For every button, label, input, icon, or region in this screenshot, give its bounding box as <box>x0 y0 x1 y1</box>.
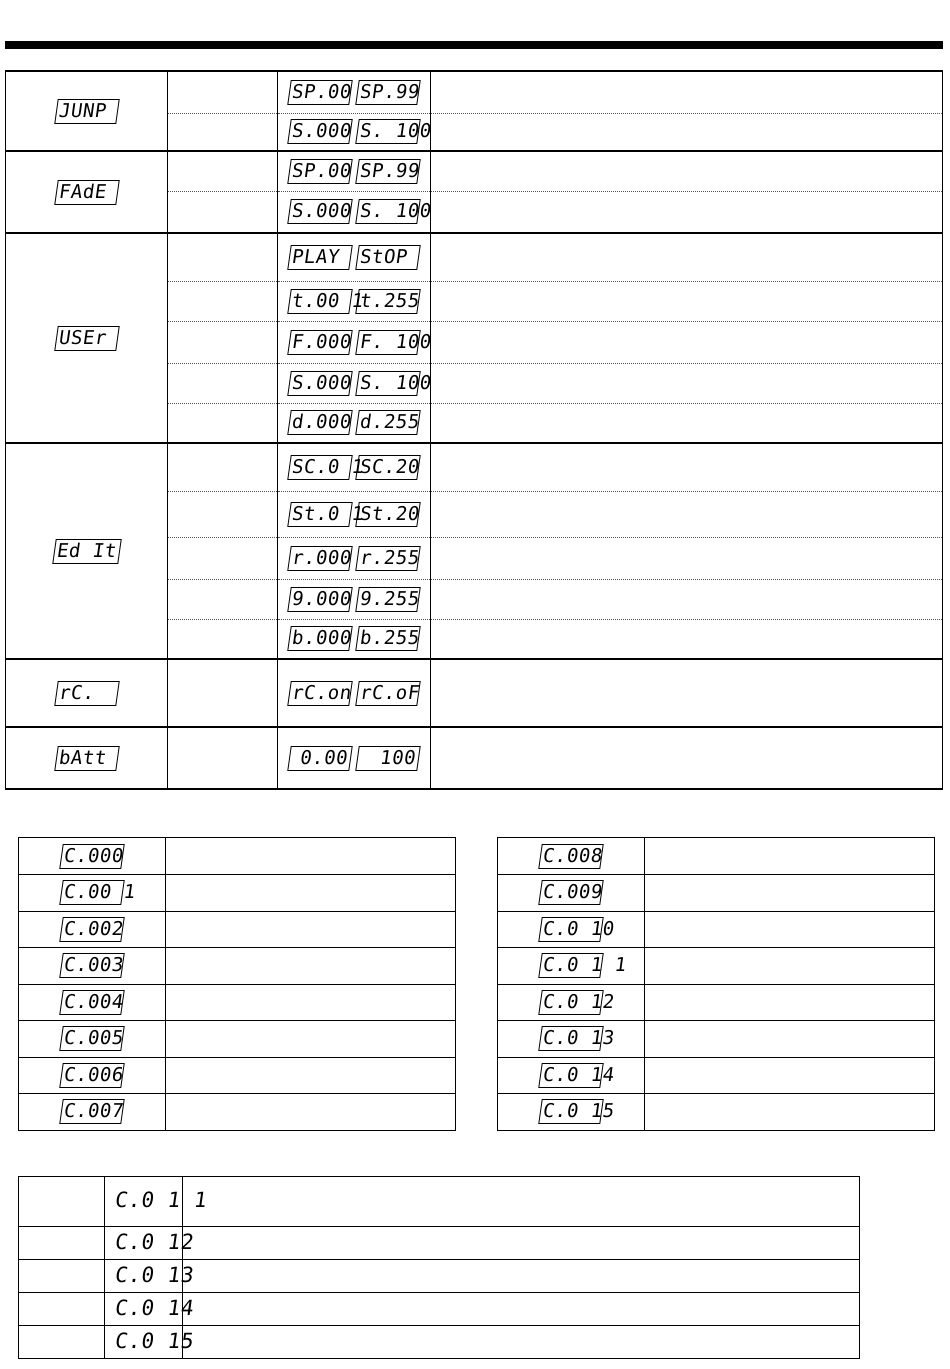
channel-code-cell <box>498 875 645 912</box>
range-from-display: b.000 <box>287 626 353 651</box>
mode-cell <box>6 151 168 233</box>
channel-row <box>498 1057 935 1094</box>
range-from-display: r.000 <box>287 546 353 571</box>
range-from-display: St.0 1 <box>287 502 353 527</box>
channel-detail-row <box>19 1177 860 1227</box>
channel-code-cell <box>498 911 645 948</box>
channel-detail-label-cell <box>19 1293 105 1326</box>
range-cell <box>278 619 431 659</box>
description-cell <box>431 281 943 321</box>
function-cell <box>168 727 278 789</box>
channel-description-cell <box>645 1094 935 1131</box>
range-from-display: d.000 <box>287 410 353 435</box>
mode-cell <box>6 659 168 727</box>
range-cell <box>278 363 434 403</box>
channel-detail-display: C.0 15 <box>113 1328 196 1353</box>
description-cell <box>431 619 943 659</box>
channel-row <box>19 1057 456 1094</box>
range-cell <box>278 491 431 537</box>
range-cell <box>278 579 431 619</box>
range-to-display: rC.oF <box>355 681 421 706</box>
range-from-display: PLAY <box>287 245 353 270</box>
channel-detail-label-cell <box>19 1260 105 1293</box>
channel-code-cell <box>498 1057 645 1094</box>
channel-detail-label-cell <box>19 1326 105 1359</box>
channel-code-cell <box>19 948 166 985</box>
channel-detail-row <box>19 1260 860 1293</box>
mode-table-row <box>6 151 943 191</box>
channel-detail-description-cell <box>183 1326 860 1359</box>
description-cell <box>431 537 943 579</box>
channel-detail-code-cell <box>105 1326 196 1359</box>
range-from-display: S.000 <box>287 371 353 396</box>
channel-description-cell <box>645 1057 935 1094</box>
channel-display: C.004 <box>59 990 125 1015</box>
description-cell <box>431 113 943 151</box>
channel-code-cell <box>19 1021 166 1058</box>
description-cell <box>431 579 943 619</box>
channel-row <box>498 948 935 985</box>
function-cell <box>168 659 278 727</box>
channel-row <box>19 948 456 985</box>
channel-description-cell <box>645 948 935 985</box>
description-cell <box>431 321 943 363</box>
channel-display: C.0 1 1 <box>538 953 604 978</box>
description-cell <box>431 191 943 233</box>
channel-description-cell <box>166 1021 456 1058</box>
mode-table-row <box>6 443 943 491</box>
channel-code-cell <box>498 948 645 985</box>
mode-cell <box>6 71 168 151</box>
channel-row <box>498 1021 935 1058</box>
channel-description-cell <box>166 838 456 875</box>
range-cell <box>278 727 431 789</box>
channel-display: C.0 12 <box>538 990 604 1015</box>
channel-detail-row <box>19 1293 860 1326</box>
mode-display: bAtt <box>54 746 120 771</box>
channel-row <box>19 1094 456 1131</box>
channel-description-cell <box>166 948 456 985</box>
range-to-display: StOP <box>355 245 421 270</box>
channel-detail-label-cell <box>19 1227 105 1260</box>
range-to-display: b.255 <box>355 626 421 651</box>
mode-table-row <box>6 659 943 727</box>
mode-display: FAdE <box>54 180 120 205</box>
channel-code-cell <box>498 1021 645 1058</box>
range-to-display: F. 100 <box>355 330 421 355</box>
channel-display: C.000 <box>59 844 125 869</box>
channel-detail-description-cell <box>183 1260 860 1293</box>
description-cell <box>431 659 943 727</box>
function-cell <box>168 233 278 281</box>
description-cell <box>431 151 943 191</box>
function-cell <box>168 619 278 659</box>
range-to-display: SP.99 <box>355 159 421 184</box>
channel-display: C.008 <box>538 844 604 869</box>
mode-cell <box>6 727 168 789</box>
description-cell <box>431 71 943 113</box>
top-rule <box>5 41 943 49</box>
channel-table-left <box>18 837 456 1131</box>
channel-detail-code-cell <box>105 1293 196 1326</box>
range-to-display: SC.20 <box>355 455 421 480</box>
channel-row <box>498 875 935 912</box>
mode-cell <box>6 443 168 659</box>
channel-detail-label-cell <box>19 1177 105 1227</box>
channel-code-cell <box>498 1094 645 1131</box>
description-cell <box>431 443 943 491</box>
function-cell <box>168 321 278 363</box>
channel-code-cell <box>19 1094 166 1131</box>
range-from-display: S.000 <box>287 119 353 144</box>
range-from-display: S.000 <box>287 199 353 224</box>
channel-row <box>498 984 935 1021</box>
range-cell <box>278 403 431 443</box>
mode-display: JUNP <box>54 99 120 124</box>
channel-display: C.00 1 <box>59 880 125 905</box>
channel-row <box>498 911 935 948</box>
channel-detail-description-cell <box>183 1293 860 1326</box>
mode-table-row <box>6 727 943 789</box>
channel-description-cell <box>645 838 935 875</box>
description-cell <box>431 727 943 789</box>
channel-display: C.005 <box>59 1026 125 1051</box>
range-to-display: S. 100 <box>355 199 421 224</box>
channel-code-cell <box>498 838 645 875</box>
description-cell <box>431 491 943 537</box>
channel-detail-row <box>19 1227 860 1260</box>
channel-description-cell <box>166 1094 456 1131</box>
range-cell <box>278 281 431 321</box>
mode-display: rC. <box>54 681 120 706</box>
channel-detail-description-cell <box>183 1177 860 1227</box>
range-from-display: 0.00 <box>287 746 353 771</box>
range-from-display: 9.000 <box>287 587 353 612</box>
mode-display: USEr <box>54 326 120 351</box>
channel-code-cell <box>19 875 166 912</box>
channel-code-cell <box>19 1057 166 1094</box>
range-from-display: SP.00 <box>287 159 353 184</box>
function-cell <box>168 403 278 443</box>
channel-table-right <box>497 837 935 1131</box>
function-cell <box>168 579 278 619</box>
channel-description-cell <box>166 1057 456 1094</box>
channel-description-cell <box>645 1021 935 1058</box>
channel-code-cell <box>19 838 166 875</box>
channel-detail-row <box>19 1326 860 1359</box>
range-cell <box>278 71 431 113</box>
channel-row <box>498 838 935 875</box>
range-to-display: St.20 <box>355 502 421 527</box>
channel-detail-description-cell <box>183 1227 860 1260</box>
channel-display: C.007 <box>59 1099 125 1124</box>
channel-display: C.006 <box>59 1063 125 1088</box>
function-cell <box>168 443 278 491</box>
channel-display: C.0 13 <box>538 1026 604 1051</box>
function-cell <box>168 113 278 151</box>
function-cell <box>168 191 278 233</box>
mode-table <box>5 70 943 790</box>
function-cell <box>168 71 278 113</box>
channel-detail-code-cell <box>105 1227 196 1260</box>
channel-detail-display: C.0 1 1 <box>113 1188 209 1212</box>
range-from-display: rC.on <box>287 681 353 706</box>
range-to-display: d.255 <box>355 410 421 435</box>
channel-row <box>19 911 456 948</box>
range-to-display: 9.255 <box>355 587 421 612</box>
description-cell <box>431 363 943 403</box>
channel-row <box>498 1094 935 1131</box>
channel-detail-code-cell <box>105 1177 209 1227</box>
channel-row <box>19 984 456 1021</box>
range-cell <box>278 233 431 281</box>
range-from-display: t.00 1 <box>287 289 353 314</box>
range-cell <box>278 537 431 579</box>
range-cell <box>278 191 434 233</box>
channel-detail-display: C.0 12 <box>113 1229 196 1254</box>
range-cell <box>278 151 431 191</box>
channel-row <box>19 875 456 912</box>
range-from-display: SP.00 <box>287 80 353 105</box>
range-to-display: t.255 <box>355 289 421 314</box>
range-cell <box>278 113 434 151</box>
channel-display: C.0 14 <box>538 1063 604 1088</box>
channel-code-cell <box>19 911 166 948</box>
channel-code-cell <box>19 984 166 1021</box>
mode-display: Ed It <box>52 539 121 564</box>
channel-detail-display: C.0 14 <box>113 1295 196 1320</box>
function-cell <box>168 537 278 579</box>
range-from-display: SC.0 1 <box>287 455 353 480</box>
function-cell <box>168 363 278 403</box>
channel-description-cell <box>645 875 935 912</box>
channel-display: C.002 <box>59 917 125 942</box>
channel-description-cell <box>166 875 456 912</box>
function-cell <box>168 151 278 191</box>
description-cell <box>431 233 943 281</box>
range-to-display: S. 100 <box>355 371 421 396</box>
channel-display: C.0 10 <box>538 917 604 942</box>
range-to-display: S. 100 <box>355 119 421 144</box>
range-cell <box>278 659 431 727</box>
function-cell <box>168 281 278 321</box>
channel-code-cell <box>498 984 645 1021</box>
range-to-display: r.255 <box>355 546 421 571</box>
channel-display: C.009 <box>538 880 604 905</box>
channel-detail-table <box>18 1176 860 1359</box>
mode-table-row <box>6 233 943 281</box>
range-from-display: F.000 <box>287 330 353 355</box>
channel-display: C.003 <box>59 953 125 978</box>
mode-table-row <box>6 71 943 113</box>
channel-description-cell <box>166 911 456 948</box>
range-to-display: SP.99 <box>355 80 421 105</box>
channel-detail-code-cell <box>105 1260 196 1293</box>
channel-description-cell <box>645 984 935 1021</box>
channel-row <box>19 838 456 875</box>
mode-cell <box>6 233 168 443</box>
range-cell <box>278 443 431 491</box>
function-cell <box>168 491 278 537</box>
channel-display: C.0 15 <box>538 1099 604 1124</box>
description-cell <box>431 403 943 443</box>
channel-row <box>19 1021 456 1058</box>
channel-detail-display: C.0 13 <box>113 1262 196 1287</box>
channel-description-cell <box>166 984 456 1021</box>
range-to-display: 100 <box>355 746 421 771</box>
range-cell <box>278 321 434 363</box>
channel-description-cell <box>645 911 935 948</box>
